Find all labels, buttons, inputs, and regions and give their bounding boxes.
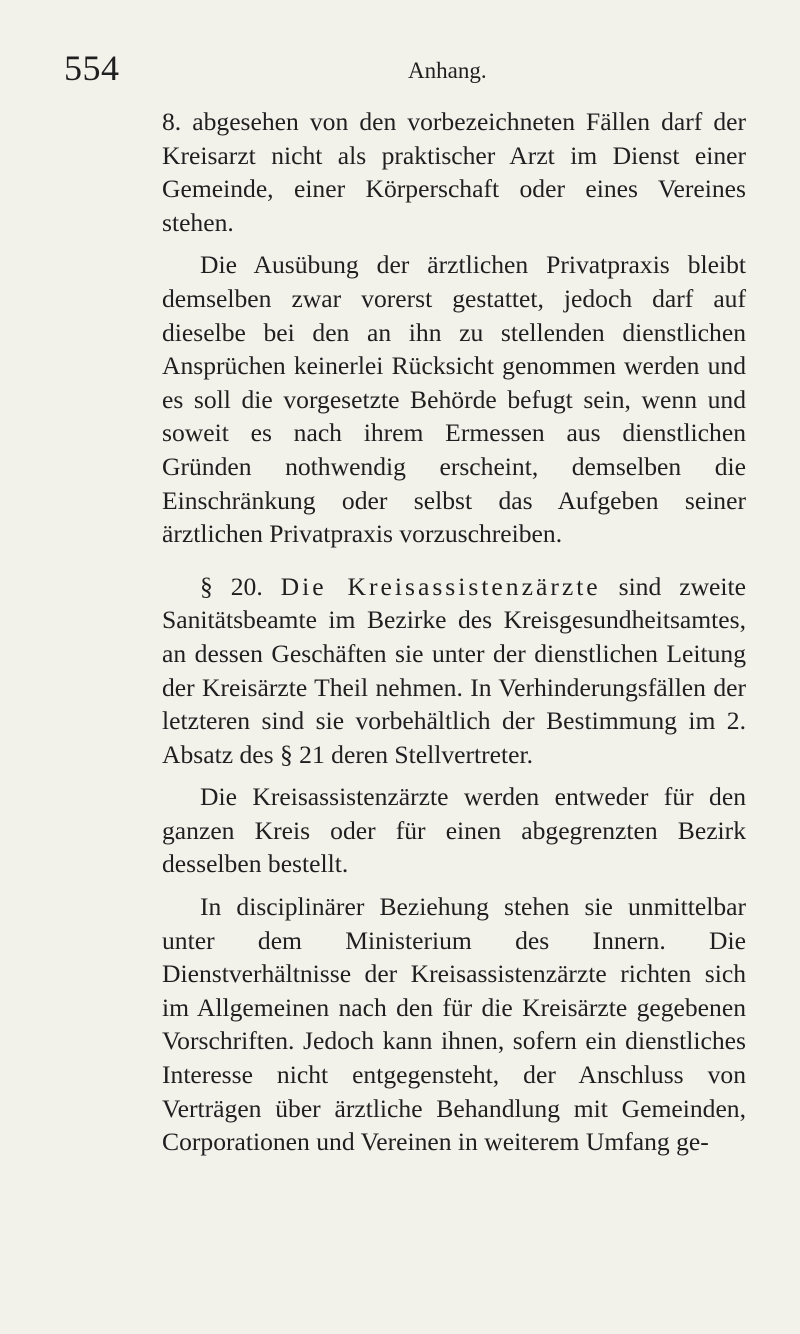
- paragraph-bestellung: Die Kreisassistenzärzte werden entweder für den ganzen Kreis oder für einen abgegrenzten Bezirk desselben bestellt.: [162, 782, 746, 879]
- section-number: § 20.: [200, 571, 263, 601]
- paragraph-section-20: [162, 570, 746, 772]
- body-text: [162, 105, 746, 1159]
- page-number: 554: [64, 48, 120, 88]
- paragraph-disciplinaer: In disciplinärer Beziehung stehen sie unmittelbar unter dem Ministerium des Innern. Die Dienstverhältnisse der Kreisassistenzärzte richten sich im Allgemeinen nach den für die Kreisärzte gegebenen Vorschriften. Jedoch kann ihnen, sofern ein dienstliches Interesse nicht entgegensteht, der Anschluss von Verträgen über ärztliche Behandlung mit Gemeinden, Corporationen und Vereinen in weiterem Umfang ge-: [162, 892, 746, 1157]
- running-head: Anhang.: [408, 58, 487, 83]
- paragraph-item-8: 8. abgesehen von den vorbezeichneten Fällen darf der Kreisarzt nicht als praktischer Arzt im Dienst einer Gemeinde, einer Körperschaft oder eines Vereines stehen.: [162, 107, 746, 237]
- paragraph-privatpraxis: Die Ausübung der ärztlichen Privatpraxis bleibt demselben zwar vorerst gestattet, jedoch darf auf dieselbe bei den an ihn zu stellenden dienstlichen Ansprüchen keinerlei Rücksicht genommen werden und es soll die vorgesetzte Behörde befugt sein, wenn und soweit es nach ihrem Ermessen aus dienstlichen Gründen nothwendig erscheint, demselben die Einschränkung oder selbst das Aufgeben seiner ärztlichen Privatpraxis vorzuschreiben.: [162, 250, 746, 549]
- section-heading-term: Die Kreisassistenzärzte: [280, 571, 601, 601]
- page-header: [64, 48, 754, 88]
- section-20-text: sind zweite Sanitätsbeamte im Bezirke des Kreisgesundheitsamtes, an dessen Geschäften sie unter der dienstlichen Leitung der Kreisärzte Theil nehmen. In Verhinderungsfällen der letzteren sind sie vorbehältlich der Bestimmung im 2. Absatz des § 21 deren Stellvertreter.: [162, 571, 746, 769]
